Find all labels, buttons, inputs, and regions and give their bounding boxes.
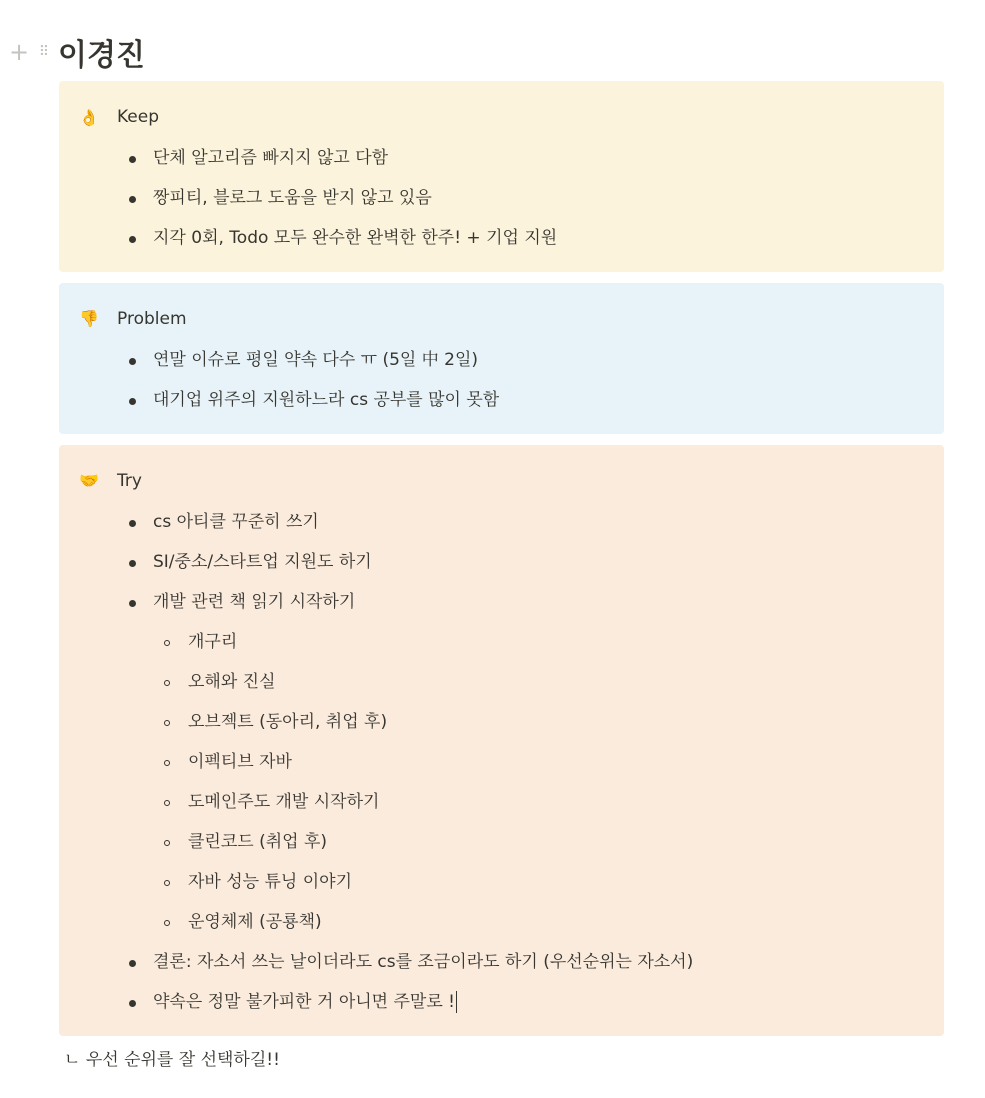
page-title[interactable]: 이경진 <box>58 38 145 73</box>
sub-list-item[interactable]: 도메인주도 개발 시작하기 <box>188 792 380 812</box>
text-cursor <box>456 991 457 1013</box>
sub-list-item[interactable]: 개구리 <box>188 632 238 652</box>
bullet-icon <box>129 398 136 405</box>
list-item-text[interactable]: 약속은 정말 불가피한 거 아니면 주말로 ! <box>153 992 455 1012</box>
bullet-icon <box>129 236 136 243</box>
callout-try[interactable] <box>59 445 944 1036</box>
hollow-bullet-icon <box>164 880 170 886</box>
hollow-bullet-icon <box>164 640 170 646</box>
list-item[interactable]: cs 아티클 꾸준히 쓰기 <box>153 512 319 532</box>
sub-list-item[interactable]: 오브젝트 (동아리, 취업 후) <box>188 712 388 732</box>
callout-problem[interactable] <box>59 283 944 434</box>
bullet-icon <box>129 560 136 567</box>
hollow-bullet-icon <box>164 920 170 926</box>
hollow-bullet-icon <box>164 840 170 846</box>
hollow-bullet-icon <box>164 760 170 766</box>
sub-list-item[interactable]: 운영체제 (공룡책) <box>188 912 322 932</box>
sub-list-item[interactable]: 클린코드 (취업 후) <box>188 832 328 852</box>
bullet-icon <box>129 600 136 607</box>
handshake-icon[interactable]: 🤝 <box>79 471 99 490</box>
list-item[interactable]: 결론: 자소서 쓰는 날이더라도 cs를 조금이라도 하기 (우선순위는 자소서) <box>153 952 694 972</box>
bullet-icon <box>129 156 136 163</box>
bullet-icon <box>129 358 136 365</box>
title-row <box>8 30 145 74</box>
callout-title-problem[interactable]: Problem <box>117 309 187 329</box>
bullet-icon <box>129 1000 136 1007</box>
callout-keep[interactable] <box>59 81 944 272</box>
bullet-icon <box>129 196 136 203</box>
callout-title-keep[interactable]: Keep <box>117 107 160 127</box>
list-item[interactable]: 짱피티, 블로그 도움을 받지 않고 있음 <box>153 188 432 208</box>
hollow-bullet-icon <box>164 800 170 806</box>
list-item[interactable]: 단체 알고리즘 빠지지 않고 다함 <box>153 148 389 168</box>
ok-hand-icon[interactable]: 👌 <box>79 108 99 127</box>
footer-note[interactable]: ㄴ 우선 순위를 잘 선택하길!! <box>64 1050 280 1070</box>
list-item[interactable]: 지각 0회, Todo 모두 완수한 완벽한 한주! + 기업 지원 <box>153 228 558 248</box>
hollow-bullet-icon <box>164 720 170 726</box>
bullet-icon <box>129 520 136 527</box>
list-item[interactable]: 개발 관련 책 읽기 시작하기 <box>153 592 356 612</box>
list-item[interactable]: 연말 이슈로 평일 약속 다수 ㅠ (5일 中 2일) <box>153 350 479 370</box>
thumbs-down-icon[interactable]: 👎 <box>79 309 99 328</box>
add-block-icon[interactable]: + <box>8 38 30 66</box>
list-item[interactable]: 대기업 위주의 지원하느라 cs 공부를 많이 못함 <box>153 390 500 410</box>
drag-handle-icon[interactable]: ⠿ <box>38 44 48 60</box>
sub-list-item[interactable]: 이펙티브 자바 <box>188 752 292 772</box>
hollow-bullet-icon <box>164 680 170 686</box>
list-item[interactable]: SI/중소/스타트업 지원도 하기 <box>153 552 372 572</box>
bullet-icon <box>129 960 136 967</box>
list-item-editing[interactable] <box>153 990 457 1014</box>
callout-title-try[interactable]: Try <box>117 471 142 491</box>
sub-list-item[interactable]: 자바 성능 튜닝 이야기 <box>188 872 353 892</box>
sub-list-item[interactable]: 오해와 진실 <box>188 672 276 692</box>
